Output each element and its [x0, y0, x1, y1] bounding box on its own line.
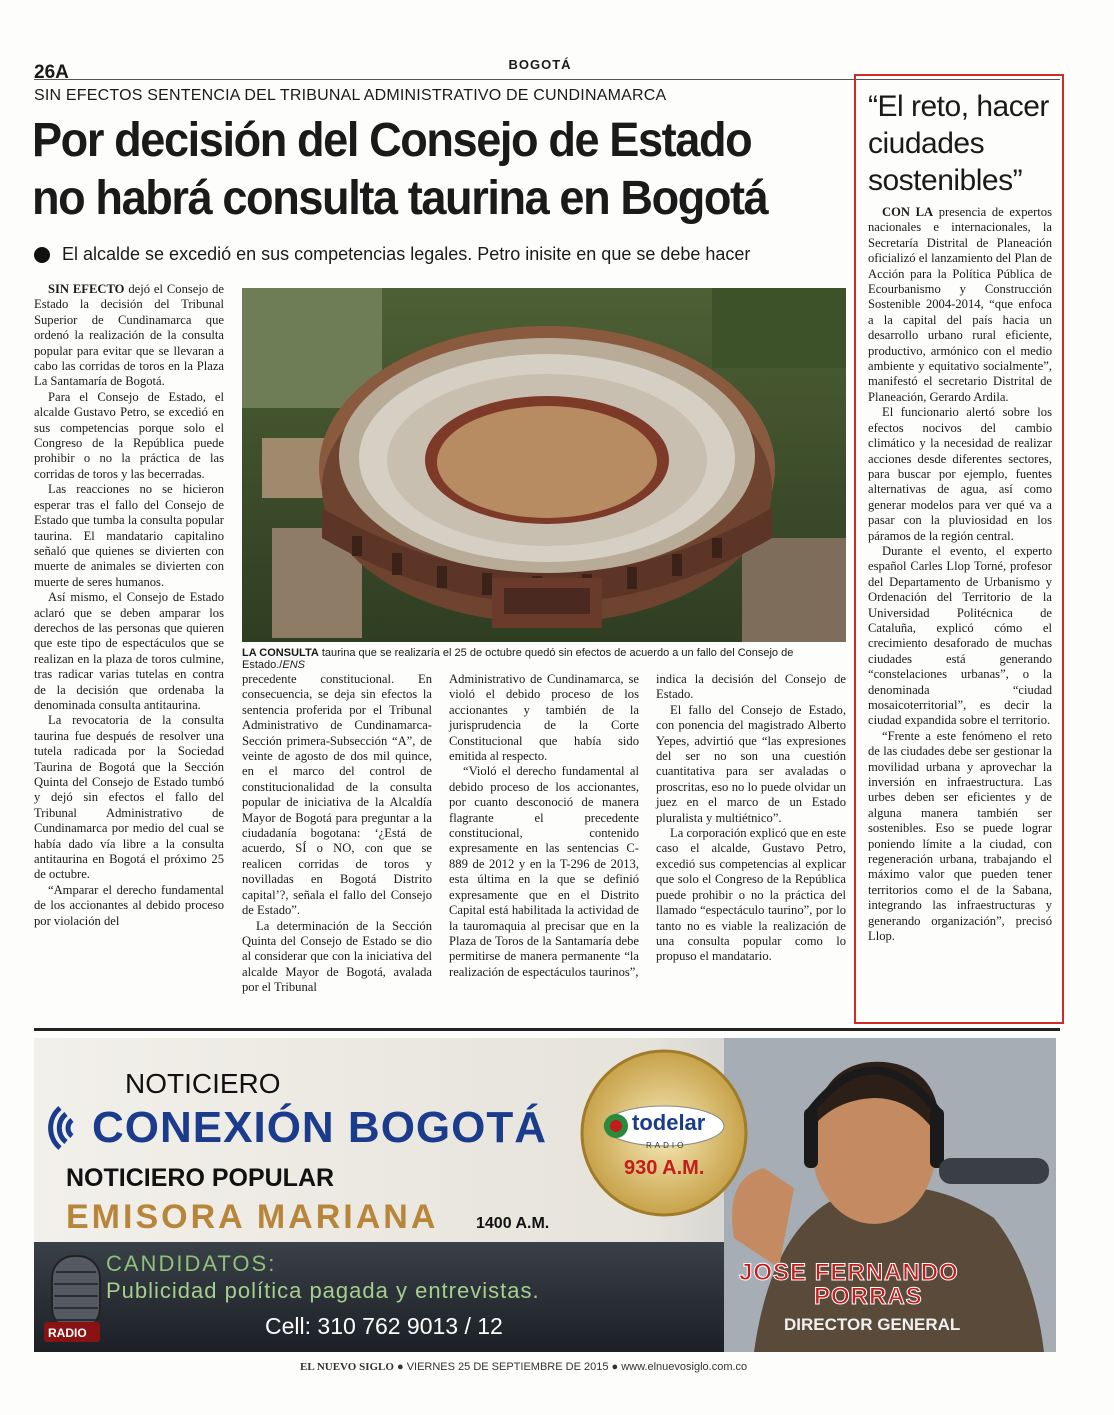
paragraph-text: El fallo del Consejo de Estado, con ponencia del magistrado Alberto Yepes, advirtió que “las expresiones del ser no son una cuestión cuantitativa para ser avaladas o proscritas, eso no lo puede olvidar un juez en el marco de un Estado pluralista y multiétnico”.	[656, 702, 846, 825]
paragraph-lead: CON LA	[882, 205, 934, 219]
caption-text: taurina que se realizaría el 25 de octubre quedó sin efectos de acuerdo a un fallo del Consejo de Estado./	[242, 647, 794, 671]
paragraph	[242, 919, 432, 996]
article-bottom-rule	[34, 1028, 1060, 1031]
paragraph-text: La determinación de la Sección Quinta del Consejo de Estado se dio al considerar que con la iniciativa del alcalde Mayor de Bogotá, avalada por el Tribunal	[242, 918, 432, 995]
article-deck	[34, 244, 834, 265]
caption-lead: LA CONSULTA	[242, 647, 319, 659]
paragraph	[34, 713, 224, 882]
ad-name-line-2: PORRAS	[814, 1283, 923, 1310]
paragraph	[34, 282, 224, 390]
article-column-2	[242, 672, 432, 996]
paragraph-text: Administrativo de Cundinamarca, se violó el debido proceso de los accionantes y también de la jurisprudencia de la Corte Constitucional que había sido emitida al respecto.	[449, 672, 639, 764]
paragraph	[242, 672, 432, 919]
article-column-4	[656, 672, 846, 965]
paragraph-text: Así mismo, el Consejo de Estado aclaró que se deben amparar los derechos de las personas que quieren que este tipo de espectáculos que se realizan en la plaza de toros culmine, tras radicar varias tutelas en contra de la decisión que ordenaba la denominada consulta antitaurina.	[34, 590, 224, 712]
article-column-1	[34, 282, 224, 929]
sidebar-title-line-3: sostenibles”	[868, 164, 1023, 197]
paragraph	[868, 205, 1052, 405]
paragraph	[34, 390, 224, 482]
paragraph-text: La corporación explicó que en este caso el alcalde, Gustavo Petro, excedió sus competencias al explicar que solo el Congreso de la República puede prohibir o no la práctica del llamado “espectáculo taurino”, por lo tanto no es viable la realización de una consulta popular como lo propuso el mandatario.	[656, 826, 846, 964]
footer-bullet-2: ●	[611, 1361, 622, 1373]
page-footer	[300, 1361, 900, 1373]
paragraph	[449, 764, 639, 980]
ad-todelar-frequency: 930 A.M.	[624, 1157, 705, 1179]
ad-noticiero-popular: NOTICIERO POPULAR	[66, 1164, 335, 1192]
ad-candidatos: CANDIDATOS:	[106, 1251, 277, 1276]
paragraph-text: La revocatoria de la consulta taurina fue después de resolver una tutela radicada por la Sociedad Taurina de Bogotá que la Sección Quinta del Consejo de Estado tumbó y dejó sin efectos el fallo del Tribunal Administrativo de Cundinamarca por medio del cual se había dado vía libre a la consulta antitaurina en Bogotá el próximo 25 de octubre.	[34, 713, 224, 882]
ad-name-line-1: JOSE FERNANDO	[739, 1259, 959, 1286]
ad-role: DIRECTOR GENERAL	[784, 1315, 961, 1334]
radio-advertisement	[34, 1038, 1056, 1352]
paragraph	[656, 672, 846, 703]
ad-emisora-mariana: EMISORA MARIANA	[66, 1198, 439, 1236]
paragraph	[868, 405, 1052, 544]
sidebar-title-line-1: “El reto, hacer	[868, 90, 1049, 123]
paragraph-text: Durante el evento, el experto español Carles Llop Torné, profesor del Departamento de Urbanismo y Ordenación del Territorio de la Universidad Politécnica de Cataluña, explicó cómo el crecimiento desaforado de muchas ciudades está generando “constelaciones urbanas”, o la denominada “ciudad mosaicoterritorial”, es decir la ciudad expandida sobre el territorio.	[868, 543, 1052, 728]
paragraph	[656, 826, 846, 965]
paragraph-text: presencia de expertos nacionales e internacionales, la Secretaría Distrital de Planeación oficializó el lanzamiento del Plan de Acción para la Política Pública de Ecourbanismo y Construcción Sostenible 2004-2014, “que enfoca a la capital del país hacia un desarrollo urbano rural eficiente, productivo, armónico con el medio ambiente y equitativo socialmente”, manifestó el secretario Distrital de Planeación, Gerardo Ardila.	[868, 205, 1052, 404]
ad-publicidad: Publicidad política pagada y entrevistas.	[106, 1278, 540, 1303]
page-number: 26A	[34, 62, 69, 83]
ad-cell: Cell: 310 762 9013 / 12	[265, 1313, 503, 1339]
paragraph-text: El funcionario alertó sobre los efectos nocivos del cambio climático y la necesidad de realizar acciones desde diferentes sectores, para buscar por ejemplo, fuentes alternativas de agua, así como generar modelos para ver qué va a pasar con la pluviosidad en los páramos de la región central.	[868, 405, 1052, 543]
deck-text: El alcalde se excedió en sus competencias legales. Petro inisite en que se debe hacer	[62, 244, 751, 264]
section-name: BOGOTÁ	[508, 57, 572, 72]
ad-todelar-sub: RADIO	[646, 1141, 687, 1150]
article-column-3	[449, 672, 639, 980]
paragraph-text: “Amparar el derecho fundamental de los accionantes al debido proceso por violación del	[34, 882, 224, 928]
paragraph-text: dejó el Consejo de Estado la decisión del Tribunal Superior de Cundinamarca que ordenó la realización de la consulta popular para evitar que se llevaran a cabo las corridas de toros en la Plaza La Santamaría de Bogotá.	[34, 282, 224, 389]
paragraph-lead: SIN EFECTO	[48, 282, 125, 296]
footer-bullet-1: ●	[396, 1361, 407, 1373]
photo-caption	[242, 647, 846, 671]
paragraph-text: indica la decisión del Consejo de Estado.	[656, 672, 846, 702]
paragraph	[34, 590, 224, 713]
ad-conexion-bogota: CONEXIÓN BOGOTÁ	[92, 1103, 548, 1152]
photo-credit: ENS	[282, 659, 305, 671]
paragraph	[868, 544, 1052, 729]
article-kicker: SIN EFECTOS SENTENCIA DEL TRIBUNAL ADMINISTRATIVO DE CUNDINAMARCA	[34, 87, 667, 104]
ad-radio-label: RADIO	[48, 1326, 87, 1340]
paragraph	[34, 482, 224, 590]
ad-emisora-frequency: 1400 A.M.	[476, 1215, 550, 1232]
paragraph-text: “Violó el derecho fundamental al debido proceso de los accionantes, por cuanto desconoció de manera flagrante el precedente constitucional, contenido expresamente en las sentencias C-889 de 2012 y en la T-296 de 2013, esta última en la que se definió expresamente que en el Distrito Capital está habilitada la actividad de la tauromaquia al precisar que en la Plaza de Toros de la Santamaría debe permitirse de manera permanente “la realización de espectáculos taurinos”,	[449, 764, 639, 979]
ad-noticiero: NOTICIERO	[125, 1068, 281, 1099]
article-headline	[32, 112, 803, 228]
footer-date: VIERNES 25 DE SEPTIEMBRE DE 2015	[406, 1361, 609, 1373]
bullet-icon	[34, 247, 50, 263]
ad-todelar: todelar	[632, 1110, 706, 1135]
bullring-illustration	[242, 288, 846, 642]
paragraph-text: Las reacciones no se hicieron esperar tras el fallo del Consejo de Estado que tumba la consulta popular taurina. El mandatario capitalino señaló que quienes se divierten con muerte de animales se divierten con muerte de seres humanos.	[34, 482, 224, 589]
paragraph	[34, 883, 224, 929]
sidebar-box	[854, 74, 1064, 1024]
footer-logo: EL NUEVO SIGLO	[300, 1361, 394, 1373]
paragraph	[449, 672, 639, 764]
headline-line-1: Por decisión del Consejo de Estado	[32, 114, 752, 167]
footer-url: www.elnuevosiglo.com.co	[621, 1361, 748, 1373]
paragraph-text: “Frente a este fenómeno el reto de las ciudades debe ser gestionar la movilidad urbana y aprovechar la inversión en infraestructura. Las urbes deben ser eficientes y de alguna manera también ser sostenibles. Eso se puede lograr poniendo límite a la ciudad, con regeneración urbana, trabajando el máximo valor que pueden tener territorios como el de la Sabana, integrando las infraestructuras y generando organización”, precisó Llop.	[868, 728, 1052, 944]
paragraph-text: Para el Consejo de Estado, el alcalde Gustavo Petro, se excedió en sus competencias porque solo el Congreso de la República puede prohibir o no la práctica de las corridas de toros y las becerradas.	[34, 389, 224, 481]
headline-line-2: no habrá consulta taurina en Bogotá	[32, 172, 768, 225]
sidebar-title-line-2: ciudades	[868, 127, 985, 160]
bullring-photo	[242, 288, 846, 642]
sidebar-title	[868, 88, 1052, 199]
paragraph	[868, 729, 1052, 945]
paragraph	[656, 703, 846, 826]
ad-artwork	[34, 1038, 1056, 1352]
paragraph-text: precedente constitucional. En consecuencia, se deja sin efectos la sentencia proferida por el Tribunal Administrativo de Cundinamarca-Sección primera-Subsección “A”, de veinte de agosto de dos mil quince, en el marco del control de constitucionalidad de la consulta popular de iniciativa de la Alcaldía Mayor de Bogotá para preguntar a la ciudadanía bogotana: ‘¿Está de acuerdo, SÍ o NO, con que se realicen corridas de toros y novilladas en Bogotá Distrito capital’?, señala el fallo del Consejo de Estado”.	[242, 672, 432, 918]
sidebar-body	[868, 205, 1052, 945]
